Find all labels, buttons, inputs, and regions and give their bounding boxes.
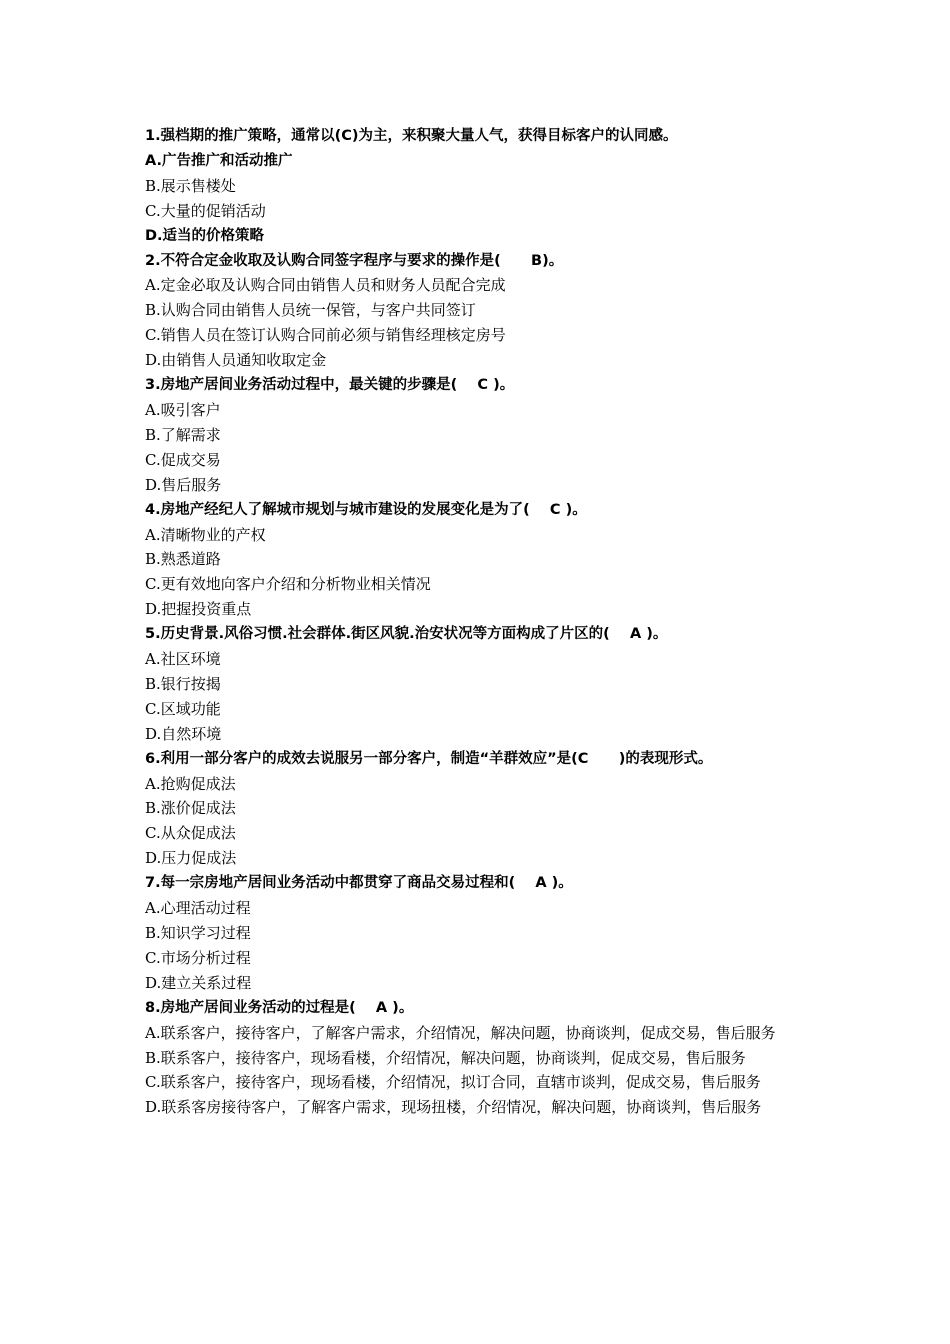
answer-option: C.更有效地向客户介绍和分析物业相关情况: [145, 575, 431, 594]
answer-option: C.区域功能: [145, 699, 221, 718]
question-stem: 3.房地产居间业务活动过程中，最关键的步骤是( C )。: [145, 377, 515, 394]
answer-option: B.联系客户，接待客户，现场看楼，介绍情况，解决问题，协商谈判，促成交易，售后服务: [145, 1048, 746, 1067]
answer-option: B.涨价促成法: [145, 799, 236, 818]
question-block: [145, 498, 810, 623]
answer-option: B.认购合同由销售人员统一保管，与客户共同签订: [145, 301, 476, 320]
answer-option: A.抢购促成法: [145, 774, 236, 793]
answer-option: B.知识学习过程: [145, 924, 251, 942]
question-block: [145, 124, 810, 249]
question-block: [145, 871, 810, 996]
answer-option: C.促成交易: [145, 450, 221, 469]
answer-option: A.心理活动过程: [145, 899, 251, 918]
answer-option: D.把握投资重点: [145, 600, 252, 619]
question-stem: 6.利用一部分客户的成效去说服另一部分客户，制造“羊群效应”是(C )的表现形式。: [145, 750, 713, 767]
answer-option: C.从众促成法: [145, 824, 236, 843]
answer-option: D.由销售人员通知收取定金: [145, 351, 327, 370]
answer-option: C.大量的促销活动: [145, 201, 266, 220]
answer-option: D.联系客房接待客户，了解客户需求，现场扭楼，介绍情况，解决问题，协商谈判，售后服务: [145, 1098, 762, 1117]
question-stem: 5.历史背景.风俗习惯.社会群体.街区风貌.治安状况等方面构成了片区的( A )。: [145, 626, 668, 643]
answer-option: D.建立关系过程: [145, 973, 252, 992]
question-stem: 1.强档期的推广策略，通常以(C)为主，来积聚大量人气，获得目标客户的认同感。: [145, 128, 678, 144]
answer-option: D.适当的价格策略: [145, 227, 265, 244]
document-page: [145, 124, 810, 1120]
answer-option: A.联系客户，接待客户，了解客户需求，介绍情况，解决问题，协商谈判，促成交易，售后服务: [145, 1023, 776, 1042]
question-block: [145, 249, 810, 374]
answer-option: C.联系客户，接待客户，现场看楼，介绍情况，拟订合同，直辖市谈判，促成交易，售后服务: [145, 1073, 761, 1092]
answer-option: A.清晰物业的产权: [145, 525, 266, 544]
answer-option: A.广告推广和活动推广: [145, 152, 293, 169]
answer-option: C.市场分析过程: [145, 948, 251, 967]
answer-option: D.自然环境: [145, 724, 222, 743]
question-block: [145, 622, 810, 747]
question-block: [145, 996, 810, 1121]
answer-option: C.销售人员在签订认购合同前必须与销售经理核定房号: [145, 326, 506, 345]
question-stem: 4.房地产经纪人了解城市规划与城市建设的发展变化是为了( C )。: [145, 501, 587, 518]
answer-option: B.银行按揭: [145, 674, 221, 693]
answer-option: D.售后服务: [145, 475, 222, 494]
answer-option: D.压力促成法: [145, 849, 237, 868]
question-block: [145, 747, 810, 872]
question-stem: 7.每一宗房地产居间业务活动中都贯穿了商品交易过程和( A )。: [145, 875, 573, 892]
question-stem: 2.不符合定金收取及认购合同签字程序与要求的操作是( B)。: [145, 252, 564, 269]
question-stem: 8.房地产居间业务活动的过程是( A )。: [145, 999, 414, 1016]
answer-option: A.吸引客户: [145, 400, 221, 419]
answer-option: B.展示售楼处: [145, 176, 236, 195]
answer-option: B.熟悉道路: [145, 550, 221, 569]
answer-option: A.定金必取及认购合同由销售人员和财务人员配合完成: [145, 276, 506, 295]
answer-option: B.了解需求: [145, 425, 221, 444]
answer-option: A.社区环境: [145, 650, 221, 669]
question-block: [145, 373, 810, 498]
